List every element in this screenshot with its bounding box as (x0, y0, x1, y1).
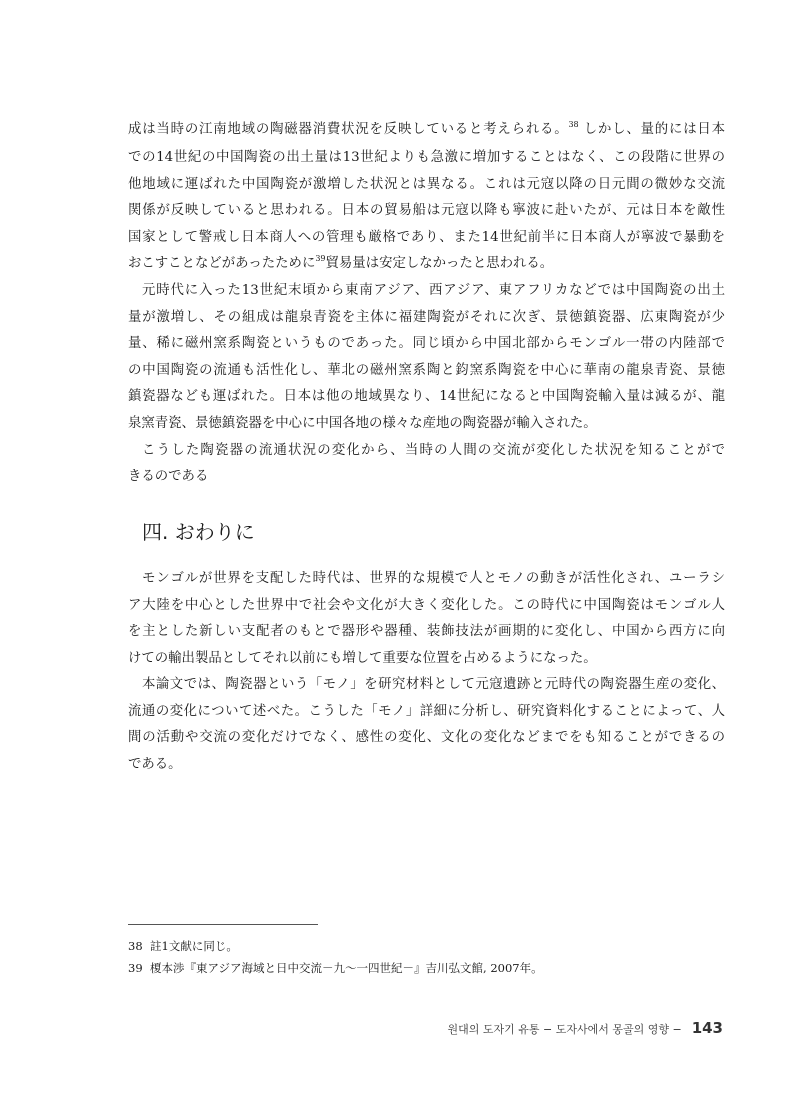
paragraph-5-line-1: 本論文では、陶瓷器という「モノ」を研究材料として元寇遺跡と元時代の陶瓷器生産の変化、 (142, 677, 725, 692)
paragraph-1-line-6: おこすことなどがあったために$^{39}$貿易量は安定しなかったと思われる。 (128, 254, 554, 271)
paragraph-5-line-4: である。 (128, 757, 182, 772)
paragraph-1-line-5: 国家として警戒し日本商人への管理も厳格であり、また14世紀前半に日本商人が寧波で暴動を (128, 230, 725, 245)
footnote-number: 39 (128, 961, 143, 975)
paragraph-2-line-5: 鎮瓷器なども運ばれた。日本は他の地域異なり、14世紀になると中国陶瓷輸入量は減るが、龍 (128, 389, 725, 404)
footnote-ref-39[interactable]: 39 (315, 254, 326, 263)
running-title: 원대의 도자기 유통 − 도자사에서 몽골의 영향 − (447, 1023, 682, 1036)
paragraph-3-line-2: きるのである (128, 469, 209, 484)
paragraph-5-line-2: 流通の変化について述べた。こうした「モノ」詳細に分析し、研究資料化することによって、人 (128, 704, 725, 719)
section-heading: 四. おわりに (142, 520, 255, 544)
footnote-38 (128, 937, 238, 955)
paragraph-4-line-2: ア大陸を中心とした世界中で社会や文化が大きく変化した。この時代に中国陶瓷はモンゴル人 (128, 598, 725, 613)
paragraph-4-line-4: けての輸出製品としてそれ以前にも増して重要な位置を占めるようになった。 (128, 651, 597, 666)
paragraph-2-line-4: の中国陶瓷の流通も活性化し、華北の磁州窯系陶と鈞窯系陶瓷を中心に華南の龍泉青瓷、景徳 (128, 363, 725, 378)
paragraph-3-line-1: こうした陶瓷器の流通状況の変化から、当時の人間の交流が変化した状況を知ることがで (142, 443, 725, 458)
paragraph-2-line-6: 泉窯青瓷、景徳鎮瓷器を中心に中国各地の様々な産地の陶瓷器が輸入された。 (128, 416, 597, 431)
footnote-text: 註1文献に同じ。 (150, 939, 238, 953)
paragraph-1-line-3: 他地域に運ばれた中国陶瓷が激増した状況とは異なる。これは元寇以降の日元間の微妙な交流 (128, 177, 725, 192)
paragraph-1-line-4: 関係が反映していると思われる。日本の貿易船は元寇以降も寧波に赴いたが、元は日本を敵性 (128, 203, 725, 218)
paragraph-1-line-1: 成は当時の江南地域の陶磁器消費状況を反映していると考えられる。$^{38}$ しかし、量的には日本 (128, 120, 725, 137)
paragraph-4-line-1: モンゴルが世界を支配した時代は、世界的な規模で人とモノの動きが活性化され、ユーラシ (142, 571, 725, 586)
paragraph-2-line-2: 量が激増し、その組成は龍泉青瓷を主体に福建陶瓷がそれに次ぎ、景徳鎮瓷器、広東陶瓷が少 (128, 310, 725, 325)
footnote-number: 38 (128, 939, 143, 953)
paragraph-1-line-2: での14世紀の中国陶瓷の出土量は13世紀よりも急激に増加することはなく、この段階に世界の (128, 150, 725, 165)
footnote-divider (128, 924, 318, 925)
footnote-ref-38[interactable]: 38 (568, 120, 579, 129)
paragraph-4-line-3: を主とした新しい支配者のもとで器形や器種、装飾技法が画期的に変化し、中国から西方に向 (128, 624, 725, 639)
paragraph-2-line-3: 量、稀に磁州窯系陶瓷というものであった。同じ頃から中国北部からモンゴル一帯の内陸部で (128, 336, 725, 351)
paragraph-2-line-1: 元時代に入った13世紀末頃から東南アジア、西アジア、東アフリカなどでは中国陶瓷の出土 (142, 283, 725, 298)
page-number: 143 (691, 1019, 723, 1037)
running-footer (448, 1018, 724, 1040)
paragraph-5-line-3: 間の活動や交流の変化だけでなく、感性の変化、文化の変化などまでをも知ることができるの (128, 730, 725, 745)
footnote-39 (128, 959, 543, 977)
footnote-text: 榎本渉『東アジア海域と日中交流－九～一四世紀－』吉川弘文館, 2007年。 (150, 961, 543, 975)
